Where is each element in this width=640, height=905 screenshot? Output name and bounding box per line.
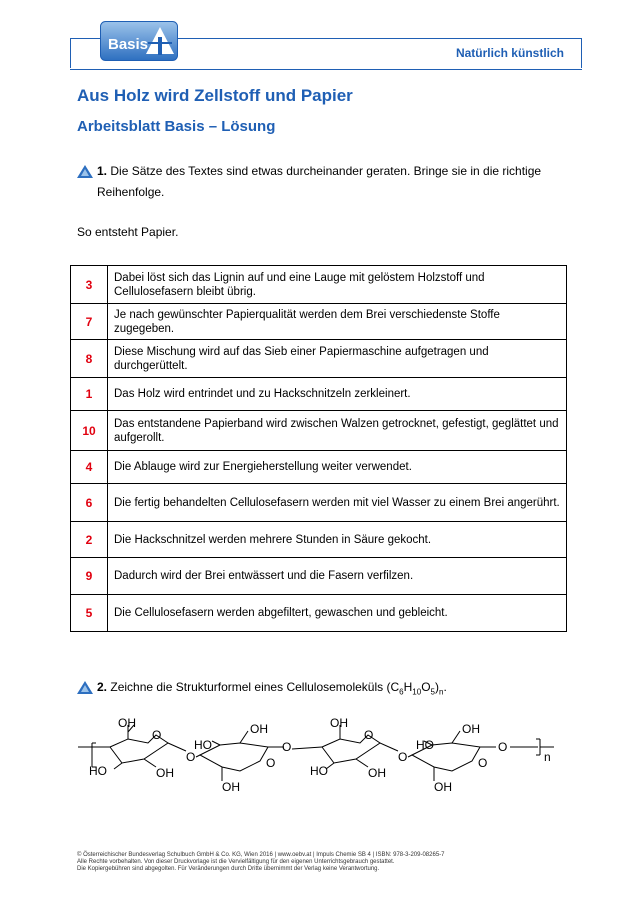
footer-copyright: © Österreichischer Bundesverlag Schulbuch GmbH & Co. KG, Wien 2016 | www.oebv.at | Impuls Chemie SB 4 | ISBN: 978-3-209-08265-7 <box>77 852 445 858</box>
ring3-oh-bottom: OH <box>368 766 386 780</box>
sequence-number: 5 <box>71 595 108 632</box>
sequence-number: 6 <box>71 484 108 522</box>
bridge-o-3: O <box>398 750 408 764</box>
repeat-n: n <box>544 750 551 764</box>
sentence-order-table <box>70 265 567 632</box>
task-2-text: Zeichne die Strukturformel eines Cellulosemoleküls $(C_6H_{10}O_5)_n$. <box>110 680 447 697</box>
ring1-ho: HO <box>89 764 107 778</box>
sentence-text: Dadurch wird der Brei entwässert und die Fasern verfilzen. <box>108 558 567 595</box>
bridge-o-1: O <box>186 750 196 764</box>
ring1-oh-bottom: OH <box>156 766 174 780</box>
sequence-number: 2 <box>71 522 108 558</box>
series-name: Natürlich künstlich <box>455 46 564 60</box>
sentence-text: Die Ablauge wird zur Energieherstellung weiter verwendet. <box>108 451 567 484</box>
basis-triangle-icon <box>77 165 93 178</box>
ring2-oh-bottom: OH <box>222 780 240 794</box>
table-row <box>71 451 567 484</box>
header-right-edge <box>581 38 582 68</box>
ring4-o: O <box>478 756 488 770</box>
ring3-oh-top: OH <box>330 716 348 730</box>
logo-text: Basis <box>108 36 149 53</box>
footer-rights: Alle Rechte vorbehalten. Von dieser Druckvorlage ist die Vervielfältigung für den eigenen Unterrichtsgebrauch gestattet. <box>77 859 395 865</box>
bridge-o-4: O <box>498 740 508 754</box>
ring2-oh-top: OH <box>250 722 268 736</box>
sequence-number: 4 <box>71 451 108 484</box>
task-1-text-line1: Die Sätze des Textes sind etwas durcheinander geraten. Bringe sie in die richtige <box>110 164 542 178</box>
table-row <box>71 304 567 340</box>
sentence-text: Das entstandene Papierband wird zwischen Walzen getrocknet, gefestigt, geglättet und aufgerollt. <box>108 411 567 451</box>
sentence-text: Diese Mischung wird auf das Sieb einer Papiermaschine aufgetragen und durchgerüttelt. <box>108 340 567 378</box>
page-title: Aus Holz wird Zellstoff und Papier <box>77 86 353 105</box>
task-2-number: 2. <box>97 680 108 694</box>
table-row <box>71 595 567 632</box>
ring4-ho: HO <box>416 738 434 752</box>
sentence-text: Das Holz wird entrindet und zu Hackschnitzeln zerkleinert. <box>108 378 567 411</box>
cellulose-structure-formula <box>70 705 570 800</box>
sequence-number: 1 <box>71 378 108 411</box>
sequence-number: 9 <box>71 558 108 595</box>
basis-logo <box>100 21 178 61</box>
table-row <box>71 484 567 522</box>
footer-disclaimer: Die Kopiergebühren sind abgegolten. Für Veränderungen durch Dritte übernimmt der Verlag keine Verantwortung. <box>77 866 380 872</box>
table-row <box>71 522 567 558</box>
task-1-number: 1. <box>97 164 108 178</box>
ring1-oh-top: OH <box>118 716 136 730</box>
sentence-text: Die Hackschnitzel werden mehrere Stunden in Säure gekocht. <box>108 522 567 558</box>
table-row <box>71 378 567 411</box>
table-row <box>71 411 567 451</box>
header-left-edge <box>70 38 71 68</box>
sequence-number: 8 <box>71 340 108 378</box>
ring2-o: O <box>266 756 276 770</box>
table-row <box>71 558 567 595</box>
task-1 <box>77 161 541 203</box>
page-subtitle: Arbeitsblatt Basis – Lösung <box>77 118 276 135</box>
sentence-text: Je nach gewünschter Papierqualität werden dem Brei verschiedenste Stoffe zugegeben. <box>108 304 567 340</box>
table-row <box>71 340 567 378</box>
footer <box>77 852 445 873</box>
sequence-number: 3 <box>71 266 108 304</box>
sequence-number: 10 <box>71 411 108 451</box>
ring4-oh-top: OH <box>462 722 480 736</box>
task-2 <box>77 677 447 702</box>
sentence-text: Dabei löst sich das Lignin auf und eine Lauge mit gelöstem Holzstoff und Cellulosefasern bleibt übrig. <box>108 266 567 304</box>
ring3-o: O <box>364 728 374 742</box>
task-1-text-line2: Reihenfolge. <box>97 185 165 199</box>
ring1-o: O <box>152 728 162 742</box>
basis-triangle-icon <box>77 681 93 694</box>
ring4-oh-bottom: OH <box>434 780 452 794</box>
intro-text: So entsteht Papier. <box>77 225 179 239</box>
sentence-text: Die fertig behandelten Cellulosefasern werden mit viel Wasser zu einem Brei angerührt. <box>108 484 567 522</box>
table-row <box>71 266 567 304</box>
sentence-text: Die Cellulosefasern werden abgefiltert, gewaschen und gebleicht. <box>108 595 567 632</box>
bridge-o-2: O <box>282 740 292 754</box>
ring2-ho: HO <box>194 738 212 752</box>
sequence-number: 7 <box>71 304 108 340</box>
ring3-ho: HO <box>310 764 328 778</box>
